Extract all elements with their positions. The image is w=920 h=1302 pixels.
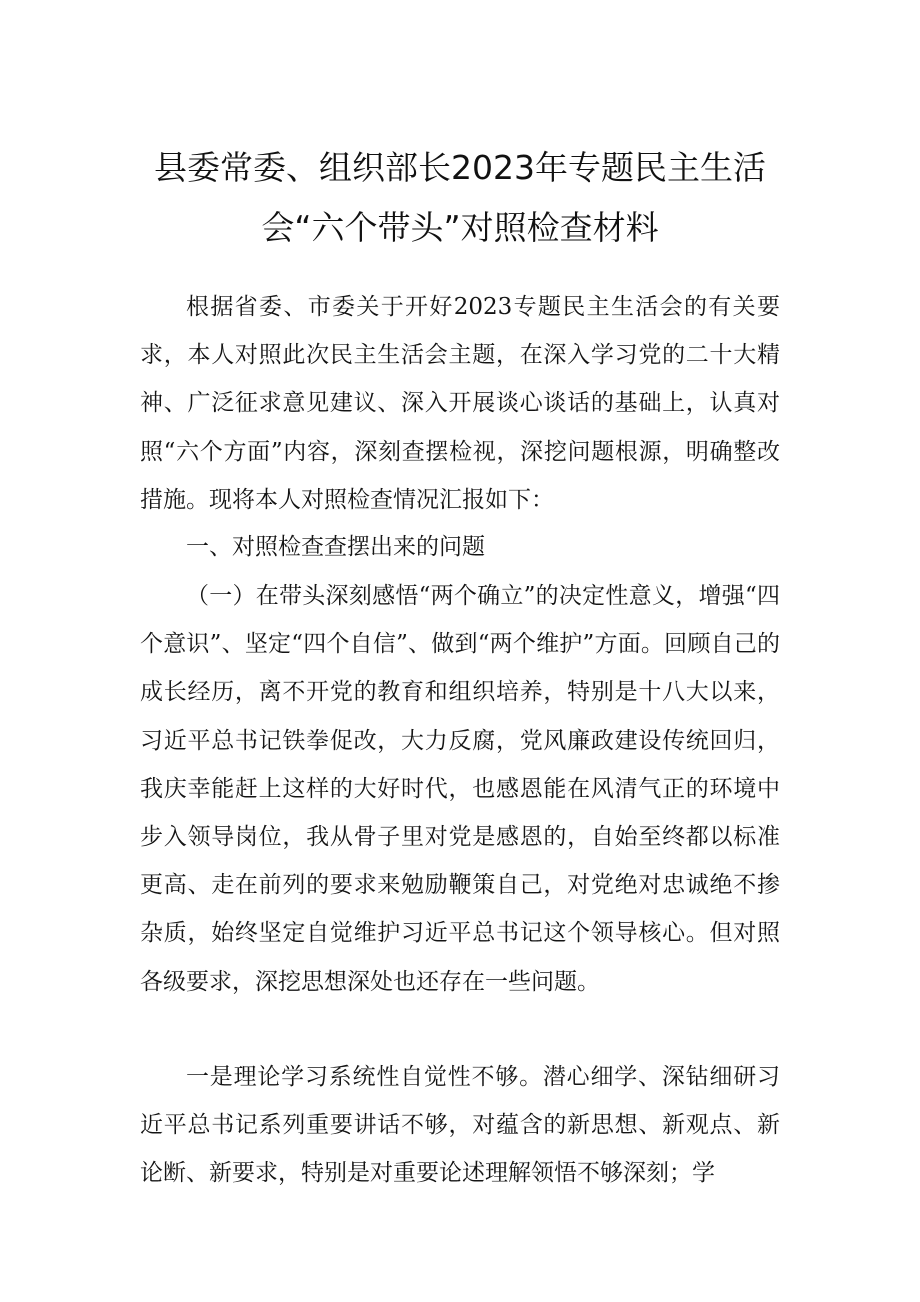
section-heading-1: 一、对照检查查摆出来的问题 xyxy=(186,534,485,560)
point-paragraph-1: 一是理论学习系统性自觉性不够。潜心细学、深钻细研习近平总书记系列重要讲话不够，对蕴含的新思想、新观点、新论断、新要求，特别是对重要论述理解领悟不够深刻；学 xyxy=(140,1064,780,1187)
intro-paragraph: 根据省委、市委关于开好2023专题民主生活会的有关要求，本人对照此次民主生活会主题，在深入学习党的二十大精神、广泛征求意见建议、深入开展谈心谈话的基础上，认真对照“六个方面”内容，深刻查摆检视，深挖问题根源，明确整改措施。现将本人对照检查情况汇报如下： xyxy=(140,294,780,513)
document-title-line-1: 县委常委、组织部长2023年专题民主生活 xyxy=(154,148,766,187)
document-title-line-2: 会“六个带头”对照检查材料 xyxy=(261,208,659,247)
subsection-paragraph-1: （一）在带头深刻感悟“两个确立”的决定性意义，增强“四个意识”、坚定“四个自信”、做到“两个维护”方面。回顾自己的成长经历，离不开党的教育和组织培养，特别是十八大以来，习近平总书记铁拳促改，大力反腐，党风廉政建设传统回归，我庆幸能赶上这样的大好时代，也感恩能在风清气正的环境中步入领导岗位，我从骨子里对党是感恩的，自始至终都以标准更高、走在前列的要求来勉励鞭策自己，对党绝对忠诚绝不掺杂质，始终坚定自觉维护习近平总书记这个领导核心。但对照各级要求，深挖思想深处也还存在一些问题。 xyxy=(140,583,780,995)
